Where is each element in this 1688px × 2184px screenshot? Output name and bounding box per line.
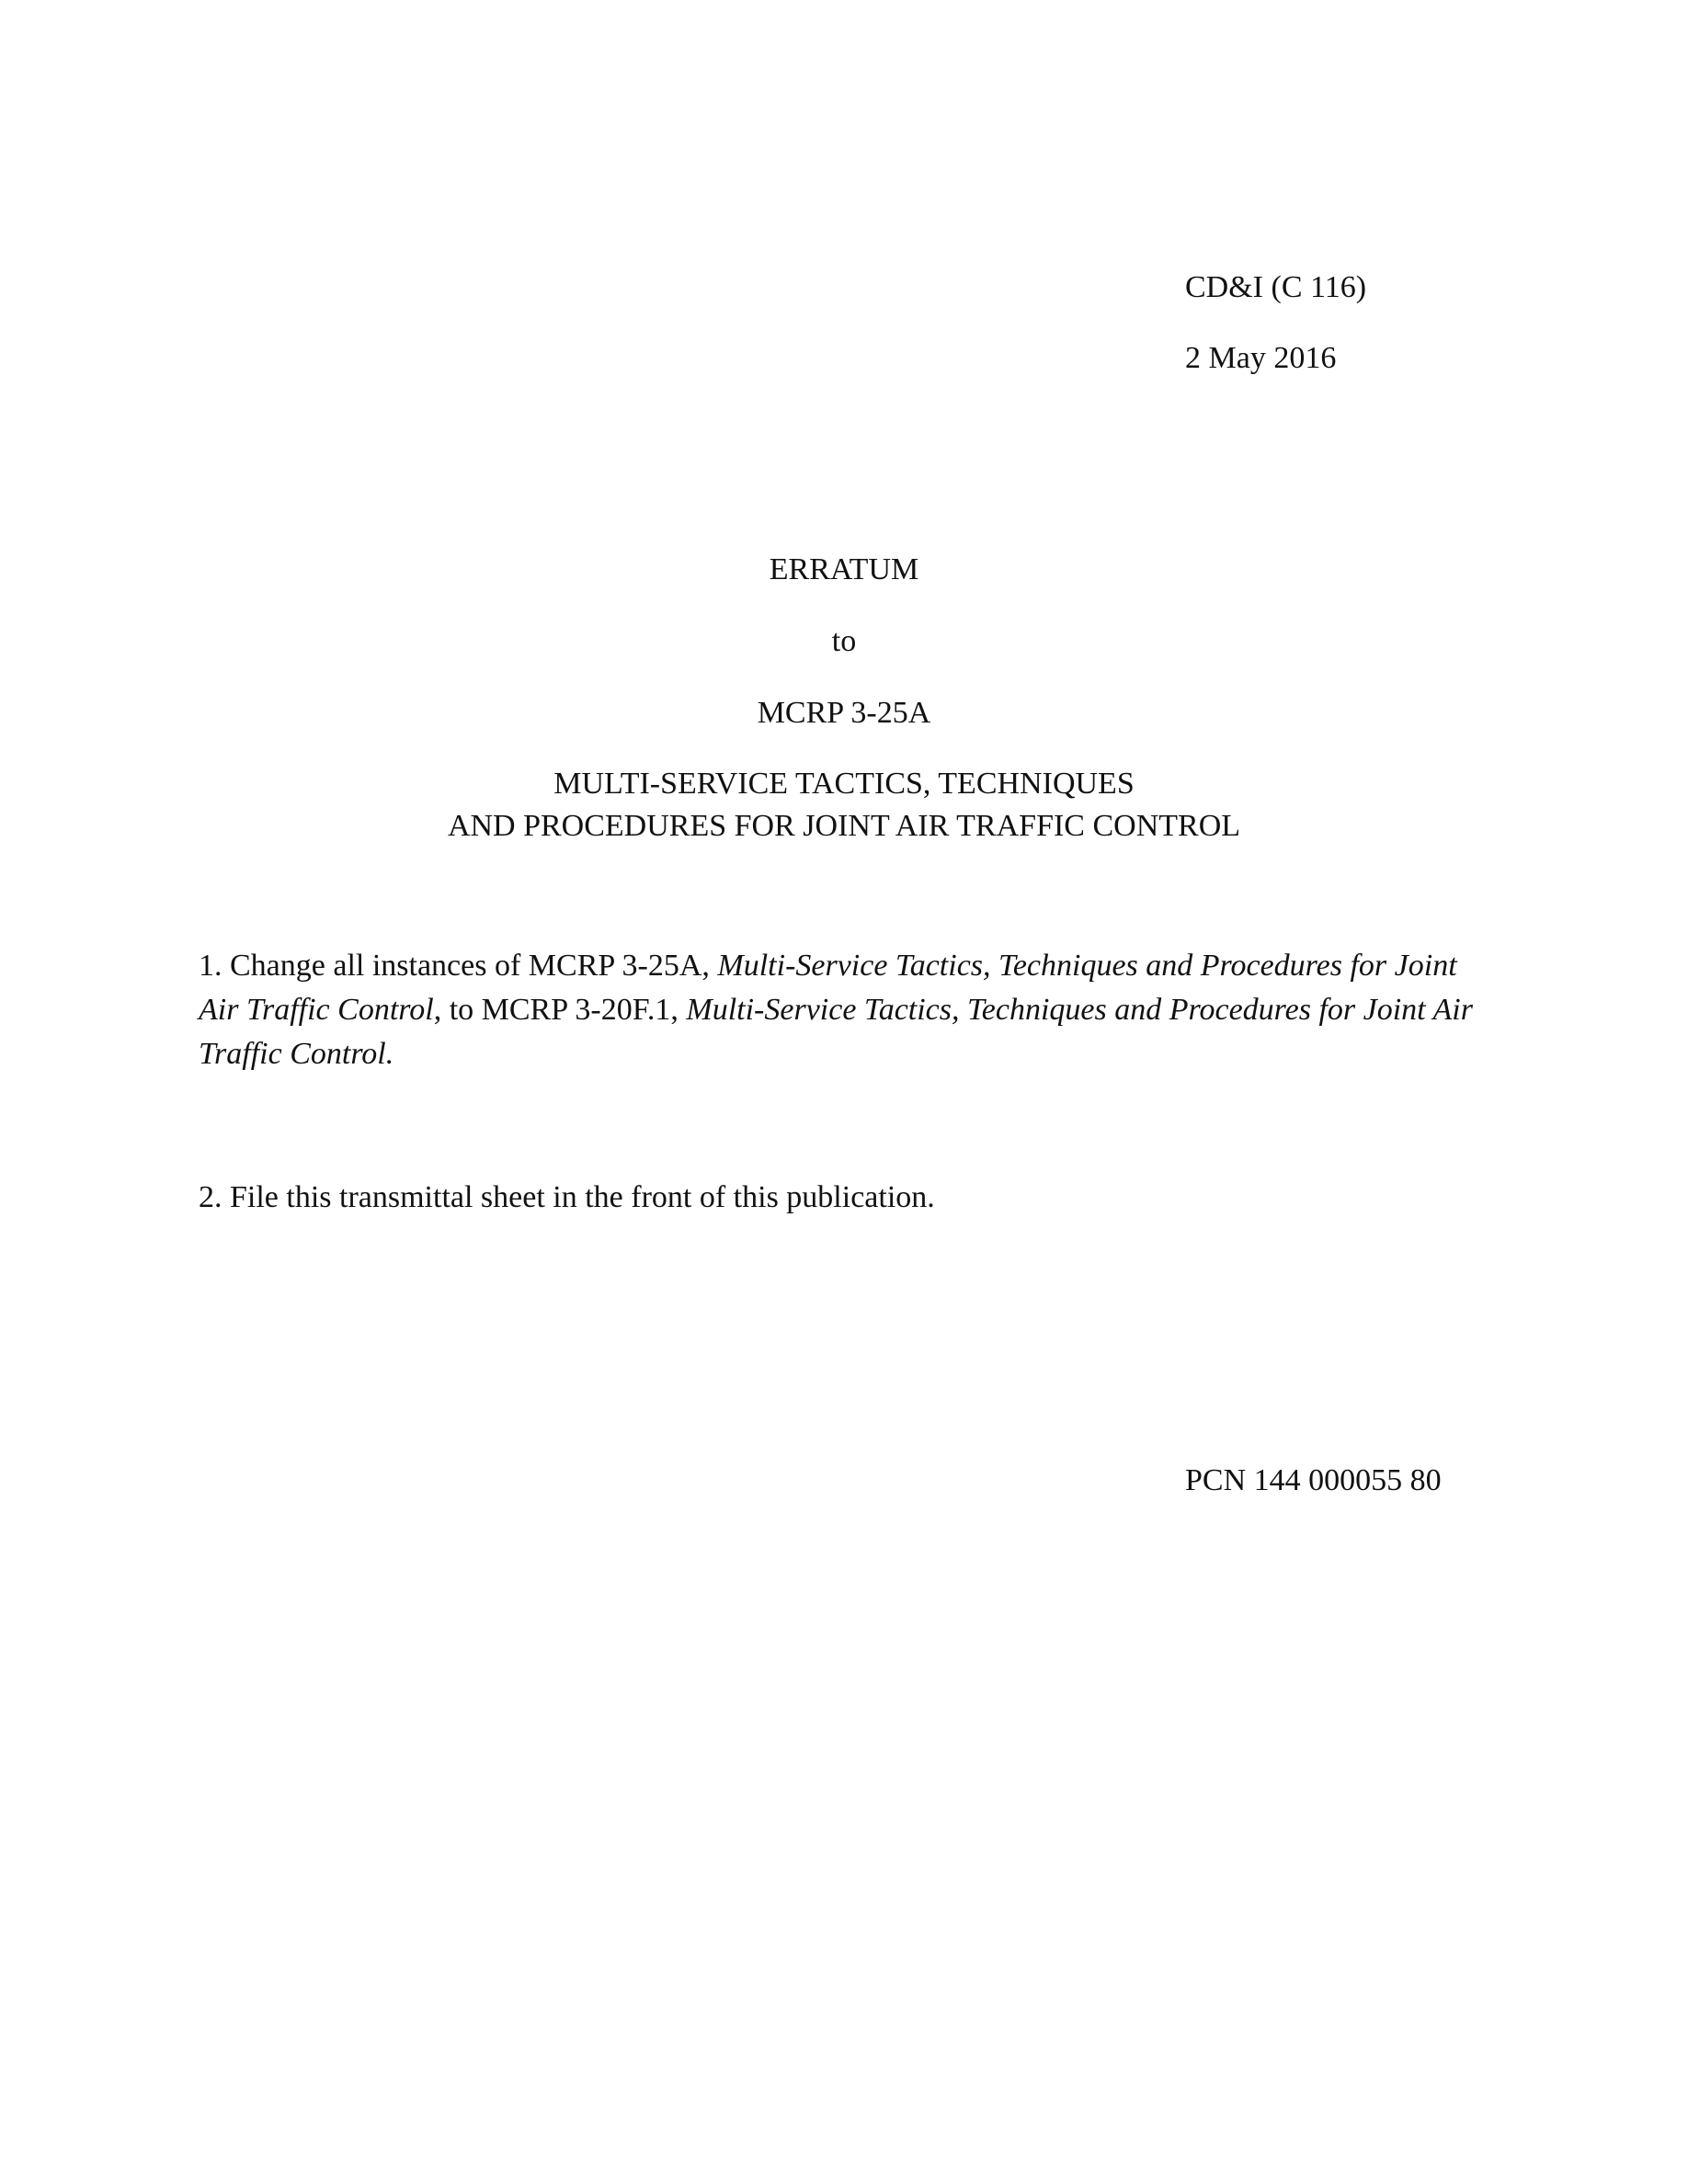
erratum-item-1 [199,944,1486,1076]
publication-title-line-1: MULTI-SERVICE TACTICS, TECHNIQUES [553,767,1135,801]
title-connector: to [831,624,857,658]
pcn-number: PCN 144 000055 80 [1185,1463,1442,1497]
erratum-heading: ERRATUM [769,552,919,586]
item-1-middle: , to MCRP 3-20F.1, [433,993,687,1027]
publication-title-line-2: AND PROCEDURES FOR JOINT AIR TRAFFIC CONTROL [447,809,1241,843]
erratum-item-2: 2. File this transmittal sheet in the front of this publication. [199,1180,935,1214]
item-1-old-title: Multi-Service Tactics, Techniques and Procedures for Joint Air Traffic Control [199,949,1457,1027]
item-1-new-title: Multi-Service Tactics, Techniques and Procedures for Joint Air Traffic Control. [199,993,1473,1071]
issue-date: 2 May 2016 [1185,341,1337,375]
publication-number: MCRP 3-25A [757,696,931,730]
office-code: CD&I (C 116) [1185,270,1367,304]
item-1-lead: 1. Change all instances of MCRP 3-25A, [199,949,718,983]
